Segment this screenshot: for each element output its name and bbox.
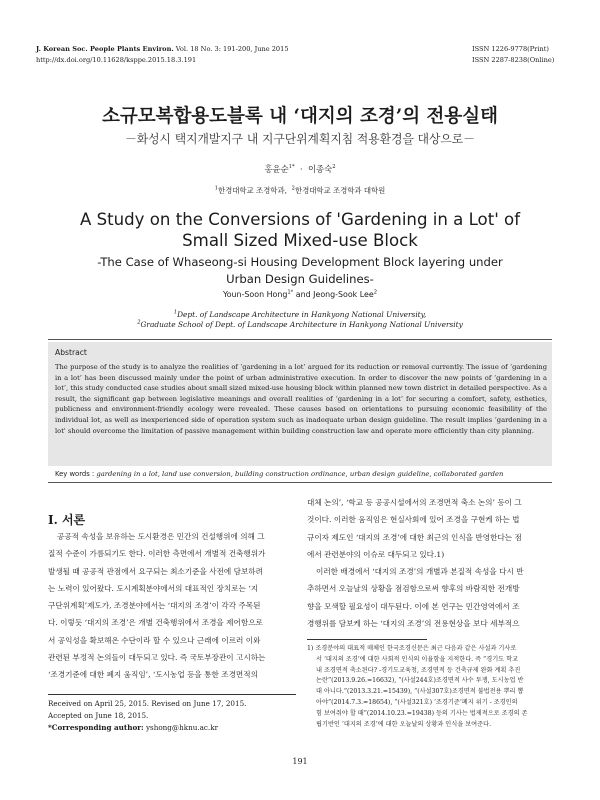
author-2-ko: 이종숙 [307, 164, 333, 174]
author-1-en-mark: 1* [287, 289, 294, 296]
affil-2-en-line [0, 320, 600, 330]
affil-1-en: Dept. of Landscape Architecture in Hankyong National University, [177, 310, 427, 319]
author-1-ko: 홍윤순 [264, 164, 289, 174]
abstract-top-rule [48, 339, 552, 340]
left-footnote-divider [48, 694, 296, 695]
korean-title: 소규모복합용도블록 내 ‘대지의 조경’의 전용실태 [101, 106, 499, 127]
doi-link[interactable]: http://dx.doi.org/10.11628/ksppe.2015.18.3.191 [36, 55, 197, 64]
body-line: 발생될 때 공공적 관점에서 요구되는 최소기준을 사전에 담보하려 [48, 566, 263, 576]
footnote-line: 논란”(2013.9.26.=16632), “(사설244호)조경면적 사수 투쟁, 도시농업 반 [316, 677, 524, 685]
korean-authors [0, 163, 600, 175]
abstract-body: The purpose of the study is to analyze the realities of ‘gardening in a lot’ argued for its reduction or removal currently. The issue of ‘gardening in a lot’ has been discussed mainly under the point of urban administrative execution. In order to discover the new points of ‘gardening in a lot’, this study conducted case studies about small sized mixed-use housing block within planned new town district in detailed perspective. As a result, the significant gap between legislative meanings and overall realities of ‘gardening in a lot’ for securing a comfort, safety, esthetics, publicness and environment-friendly ecology were revealed. These causes based on orientations to pursuing economic feasibility of the individual lot, as well as inexperienced side of operation system such as inadequate urban design guideline. The result implies ‘gardening in a lot' should overcome the limitation of passive management within building construction law and operate more efficiently than city planning. [55, 363, 547, 435]
body-line: 이러한 배경에서 ‘대지의 조경’의 개별과 본질적 속성을 다시 반 [316, 567, 524, 577]
body-line: 경행위를 담보케 하는 ‘대지의 조경’의 전용현상을 보다 세부적으 [307, 619, 520, 629]
received-date: Received on April 25, 2015. Revised on June 17, 2015. [48, 699, 247, 708]
body-line: 관련된 부정적 논의들이 대두되고 있다. 즉 국토부장관이 고시하는 [48, 653, 266, 663]
footnote-line: 1) 조경분야의 대표적 매체인 한국조경신문은 최근 다음과 같은 사설과 기사로 [307, 645, 517, 652]
body-line: 서 공익성을 확보해온 수단이라 할 수 있으나 근래에 이르러 이와 [48, 635, 261, 645]
journal-name: J. Korean Soc. People Plants Environ. [36, 45, 174, 53]
keywords-list: gardening in a lot, land use conversion, building construction ordinance, urban design guideline, collaborated garden [94, 470, 504, 478]
body-line: 에서 관련분야의 이슈로 대두되고 있다.1) [307, 549, 445, 559]
journal-header [36, 44, 289, 65]
abstract-bottom-rule [48, 482, 552, 483]
english-authors [0, 290, 600, 299]
affil-2-en-mark: 2 [137, 319, 141, 326]
body-line: 향을 모색할 필요성이 대두된다. 이에 본 연구는 민간영역에서 조 [307, 601, 520, 611]
body-line: 는 노력이 있어왔다. 도시계획분야에서의 대표적인 장치로는 ‘지 [48, 583, 259, 593]
english-subtitle-line-2: Urban Design Guidelines- [226, 271, 374, 286]
right-footnote-divider [307, 639, 427, 640]
body-line: ‘조경기준에 대한 폐지 움직임’, ‘도시농업 등을 통한 조경면적의 [48, 670, 258, 680]
affil-1-ko-mark: 1 [214, 185, 218, 192]
english-affiliations [0, 310, 600, 330]
author-2-ko-mark: 2 [332, 164, 336, 171]
abstract-heading: Abstract [55, 348, 87, 357]
affil-1-en-mark: 1 [173, 309, 178, 316]
body-line: 질적 수준이 가름되기도 한다. 이러한 측면에서 개별적 건축행위가 [48, 549, 266, 559]
author-1-ko-mark: 1* [288, 164, 295, 171]
affil-2-en: Graduate School of Dept. of Landscape Architecture in Hankyong National University [140, 320, 463, 329]
author-2-en: Jeong-Sook Lee [313, 290, 374, 299]
english-subtitle-line-1: -The Case of Whaseong-si Housing Development Block layering under [97, 255, 503, 269]
affil-2-ko: 한경대학교 조경학과 대학원 [294, 186, 386, 195]
korean-affiliations [0, 185, 600, 196]
body-line: 것이다. 이러한 움직임은 현실사회에 있어 조경을 구현케 하는 법 [307, 515, 520, 525]
keywords-line [55, 470, 503, 478]
footnote-line: 대 아니다.”(2013.3.21.=15439), “(사설307호)조경면적 불법전용 뿌리 뽑 [316, 688, 524, 696]
section-heading-introduction: Ⅰ. 서론 [48, 513, 86, 527]
accepted-date: Accepted on June 18, 2015. [48, 711, 149, 721]
author-conjunction: and [293, 290, 314, 299]
body-line: 공공적 속성을 보유하는 도시환경은 민간의 건설행위에 의해 그 [57, 532, 265, 541]
body-line: 규이자 제도인 ‘대지의 조경’에 대한 최근의 인식을 반영한다는 점 [307, 532, 522, 542]
author-1-en: Youn-Soon Hong [222, 290, 288, 299]
body-column-left [48, 528, 296, 684]
footnote-1 [307, 644, 555, 730]
english-title-line-1: A Study on the Conversions of 'Gardening in a Lot' of [79, 210, 521, 229]
corresponding-author [48, 722, 246, 734]
corresponding-author-email: yshong@hknu.ac.kr [143, 723, 219, 733]
body-line: 구단위계획’제도가, 조경분야에서는 ‘대지의 조경’이 각각 주목된 [48, 601, 261, 611]
english-subtitle [0, 254, 600, 287]
body-line: 대체 논의’, ‘학교 등 공공시설에서의 조경면적 축소 논의’ 등이 그 [307, 498, 522, 507]
footnote-line: 립기반인 ‘대지의 조경’에 대한 오늘날의 상황과 인식을 보여준다. [316, 720, 492, 728]
english-title [0, 210, 600, 251]
footnote-line: 서 ‘대지의 조경’에 대한 사회적 인식의 이율함을 지적한다. 즉 “경기도 학교 [316, 655, 519, 663]
korean-subtitle: －화성시 택지개발지구 내 지구단위계획지침 적용환경을 대상으로－ [124, 132, 476, 146]
issn-block [472, 44, 554, 65]
journal-volume-info: Vol. 18 No. 3: 191-200, June 2015 [173, 45, 289, 53]
body-line: 추하면서 오늘날의 상황을 점검함으로써 향후의 바람직한 전개방 [307, 584, 520, 594]
affil-2-ko-mark: 2 [291, 185, 295, 192]
journal-citation [36, 44, 289, 55]
issn-online: ISSN 2287-8238(Online) [472, 55, 555, 64]
author-separator: · [294, 164, 308, 174]
author-2-en-mark: 2 [373, 289, 378, 296]
corresponding-author-label: *Corresponding author: [48, 723, 144, 733]
footnote-line: 아야”(2014.7.3.=18654), “(사설321호) ‘조경기준’폐지 위기 - 조경인의 [316, 698, 518, 706]
issn-print: ISSN 1226-9778(Print) [472, 45, 549, 53]
english-title-line-2: Small Sized Mixed-use Block [182, 230, 418, 250]
body-column-right [307, 494, 555, 632]
affil-1-en-line [0, 310, 600, 320]
page-number: 191 [292, 757, 308, 766]
submission-dates [48, 698, 246, 735]
footnote-line: 힘 보여줘야 할 때”(2014.10.23.=19438) 등의 기사는 법제적으로 조경의 존 [316, 709, 528, 717]
affil-1-ko: 한경대학교 조경학과, [217, 186, 292, 195]
keywords-label: Key words : [55, 470, 95, 478]
footnote-line: 내 조경면적 축소된다? -경기도교육청, 조경면적 등 건축규제 완화 계획 추진 [316, 666, 521, 674]
body-line: 다. 이렇듯 ‘대지의 조경’은 개별 건축행위에서 조경을 제어함으로 [48, 618, 263, 628]
